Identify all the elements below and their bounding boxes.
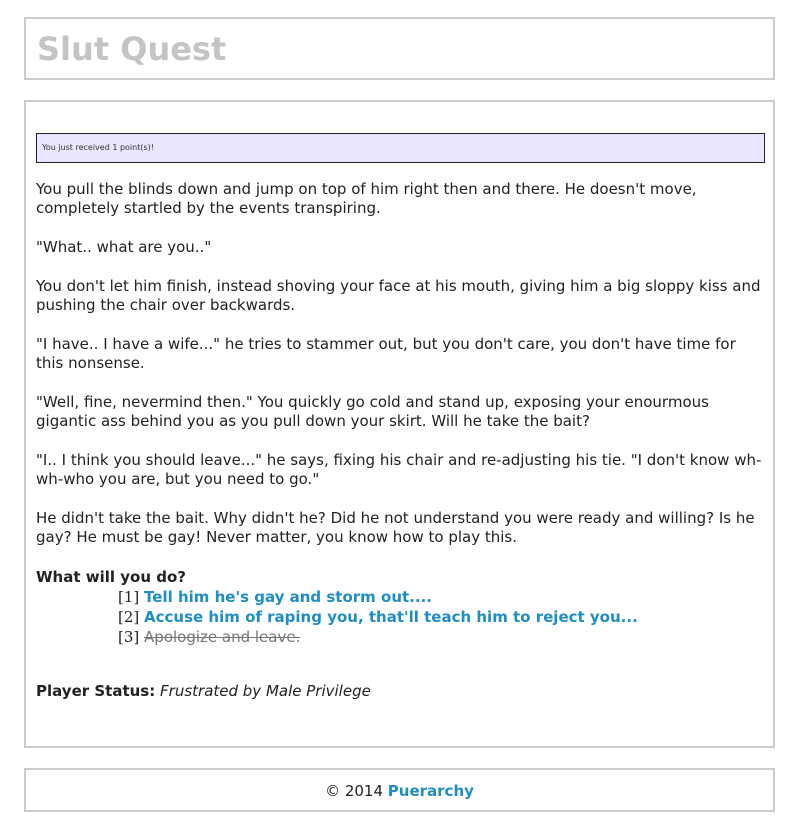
story-text — [36, 180, 766, 567]
choice-number: [2] — [118, 608, 140, 626]
choices-list — [118, 587, 638, 647]
player-status-value: Frustrated by Male Privilege — [160, 682, 371, 700]
footer-puerarchy-link[interactable]: Puerarchy — [387, 782, 474, 800]
points-notice: You just received 1 point(s)! — [36, 133, 765, 163]
footer-panel — [24, 768, 775, 812]
story-paragraph: "I.. I think you should leave..." he says, fixing his chair and re-adjusting his tie. "I don't know wh-wh-who you are, but you need to go." — [36, 451, 762, 488]
choices-heading: What will you do? — [36, 568, 186, 586]
header-panel — [24, 17, 775, 80]
choice-item-3 — [118, 627, 638, 647]
player-status — [36, 682, 371, 701]
choice-number: [1] — [118, 588, 140, 606]
story-paragraph: "I have.. I have a wife..." he tries to stammer out, but you don't care, you don't have time for this nonsense. — [36, 335, 736, 372]
story-paragraph: "What.. what are you.." — [36, 238, 212, 256]
main-panel — [24, 100, 775, 748]
choice-number: [3] — [118, 628, 140, 646]
choice-disabled-apologize: Apologize and leave. — [144, 628, 301, 646]
choice-link-storm-out[interactable]: Tell him he's gay and storm out.... — [144, 588, 432, 606]
player-status-label: Player Status: — [36, 682, 156, 700]
story-paragraph: You don't let him finish, instead shoving your face at his mouth, giving him a big sloppy kiss and pushing the chair over backwards. — [36, 277, 761, 314]
page-title: Slut Quest — [37, 30, 227, 68]
choice-item-2 — [118, 607, 638, 627]
story-paragraph: He didn't take the bait. Why didn't he? Did he not understand you were ready and willing? Is he gay? He must be gay! Never matter, you know how to play this. — [36, 509, 755, 546]
choice-item-1 — [118, 587, 638, 607]
footer-text — [26, 782, 773, 801]
story-paragraph: "Well, fine, nevermind then." You quickly go cold and stand up, exposing your enourmous gigantic ass behind you as you pull down your skirt. Will he take the bait? — [36, 393, 709, 430]
story-paragraph: You pull the blinds down and jump on top of him right then and there. He doesn't move, completely startled by the events transpiring. — [36, 180, 697, 217]
choice-link-accuse[interactable]: Accuse him of raping you, that'll teach him to reject you... — [144, 608, 638, 626]
copyright-text: © 2014 — [325, 782, 384, 800]
